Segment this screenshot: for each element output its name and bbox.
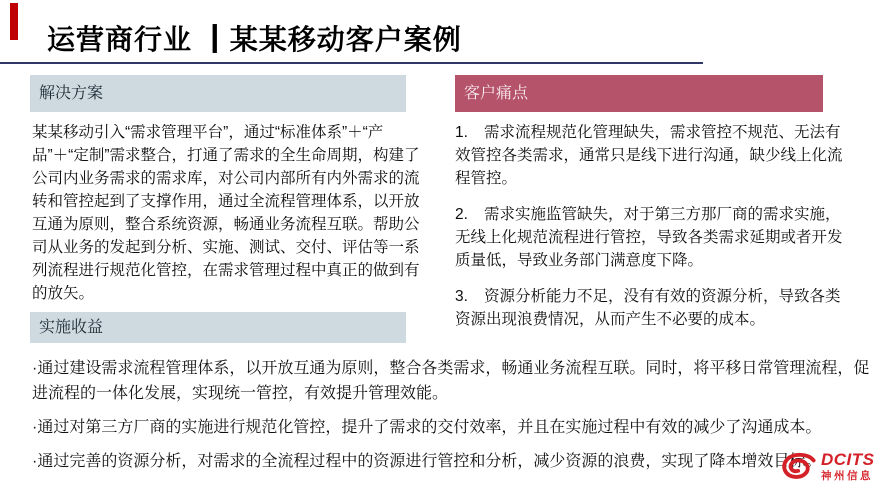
title-underline	[0, 62, 703, 64]
pain-point-number: 2.	[455, 206, 468, 223]
benefit-item-2: ·通过对第三方厂商的实施进行规范化管控，提升了需求的交付效率，并且在实施过程中有效的减少了沟通成本。	[32, 419, 822, 436]
pain-point-text: 资源分析能力不足，没有有效的资源分析，导致各类资源出现浪费情况，从而产生不必要的成本。	[455, 288, 841, 328]
pain-points-header: 客户痛点	[455, 75, 823, 112]
dcits-swirl-icon	[780, 451, 818, 482]
pain-points-list	[455, 121, 843, 331]
pain-point-text: 需求流程规范化管理缺失，需求管控不规范、无法有效管控各类需求，通常只是线下进行沟通，缺少线上化流程管控。	[455, 124, 843, 187]
logo-company-text: 神州信息	[821, 470, 873, 483]
pain-point-item-1	[455, 121, 843, 190]
solution-header: 解决方案	[30, 75, 406, 112]
page-title: 运营商行业 ┃某某移动客户案例	[47, 24, 462, 55]
pain-points-section	[455, 75, 843, 344]
title-accent-bar	[10, 3, 18, 40]
solution-section	[30, 75, 420, 305]
benefit-item-1: ·通过建设需求流程管理体系，以开放互通为原则，整合各类需求，畅通业务流程互联。同时，将平移日常管理流程，促进流程的一体化发展，实现统一管控，有效提升管理效能。	[32, 360, 870, 402]
logo-brand-text: DCITS	[821, 450, 875, 470]
benefits-list	[30, 356, 868, 474]
benefits-section	[30, 312, 868, 483]
dcits-logo	[780, 451, 875, 482]
pain-point-item-2	[455, 203, 843, 272]
pain-point-text: 需求实施监管缺失，对于第三方那厂商的需求实施，无线上化规范流程进行管控，导致各类需求延期或者开发质量低，导致业务部门满意度下降。	[455, 206, 843, 269]
pain-point-number: 1.	[455, 124, 468, 141]
benefit-item-3: ·通过完善的资源分析，对需求的全流程过程中的资源进行管控和分析，减少资源的浪费，实现了降本增效目标。	[32, 453, 822, 470]
pain-point-number: 3.	[455, 288, 468, 305]
logo-text-block	[821, 451, 875, 482]
benefits-header: 实施收益	[30, 312, 406, 343]
solution-body-text: 某某移动引入“需求管理平台”，通过“标准体系”＋“产品”＋“定制”需求整合，打通了需求的全生命周期，构建了公司内业务需求的需求库，对公司内部所有内外需求的流转和管控起到了支撑作用，通过全流程管理体系，以开放互通为原则，整合系统资源，畅通业务流程互联。帮助公司从业务的发起到分析、实施、测试、交付、评估等一系列流程进行规范化管控，在需求管理过程中真正的做到有的放矢。	[32, 124, 420, 302]
